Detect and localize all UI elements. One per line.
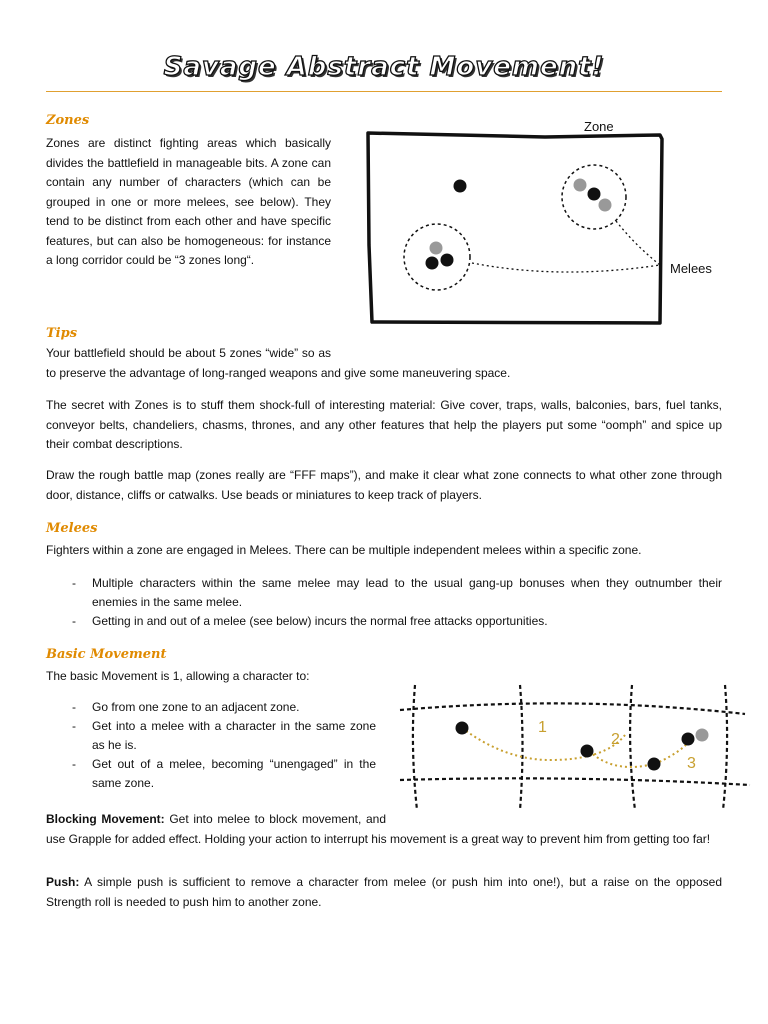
character-gray: [599, 199, 612, 212]
zones-paragraph: Zones are distinct fighting areas which basically divides the battlefield in manageable bits. A zone can contain any number of characters (which can be grouped in one or more melees, see below). They tend to be distinct from each other and have specific features, but can also be homogeneous: for instance a long corridor could be “3 zones long“.: [46, 136, 331, 267]
push-label: Push:: [46, 875, 80, 889]
grid-line: [400, 703, 745, 714]
blocking-movement-label: Blocking Movement:: [46, 812, 165, 826]
character-gray: [430, 242, 443, 255]
character-gray: [574, 179, 587, 192]
list-item: - Getting in and out of a melee (see below) incurs the normal free attacks opportunities.: [46, 612, 722, 631]
blocking-movement-text: Get into melee to block movement, and use Grapple for added effect. Holding your action to interrupt his movement is a great way to prevent him from getting too far!: [46, 812, 711, 846]
character-black: [456, 722, 469, 735]
title-rule: [46, 91, 722, 92]
character-black: [648, 758, 661, 771]
character-black: [426, 257, 439, 270]
tips-paragraph-1: [46, 344, 722, 380]
tips-paragraph-2: The secret with Zones is to stuff them shock-full of interesting material: Give cover, traps, walls, balconies, bars, fuel tanks, conveyor belts, chandeliers, chasms, thrones, and any other features that help the players put some “oomph” and spice up their combat descriptions.: [46, 398, 722, 451]
melees-heading: Melees: [46, 521, 98, 536]
grid-line: [630, 685, 635, 810]
basic-movement-list: [46, 698, 376, 793]
melees-list: [46, 574, 722, 631]
zone-boundary: [368, 133, 662, 323]
page-title: Savage Abstract Movement!: [163, 52, 605, 82]
zone-grid: [400, 685, 750, 810]
melees-label: Melees: [670, 261, 712, 276]
step-label-3: 3: [687, 755, 696, 772]
grid-line: [413, 685, 417, 810]
tips-text-1: Your battlefield should be about 5 zones “wide” so as to preserve the advantage of long-ranged weapons and give some maneuvering space.: [46, 346, 511, 380]
pointer-line: [472, 263, 660, 272]
character-black: [581, 745, 594, 758]
step-label-1: 1: [538, 719, 547, 736]
character-black: [441, 254, 454, 267]
list-item: - Go from one zone to an adjacent zone.: [46, 698, 376, 717]
grid-line: [723, 685, 727, 810]
wrap-spacer: [331, 344, 722, 363]
basic-movement-intro: The basic Movement is 1, allowing a character to:: [46, 669, 310, 683]
zone-diagram: [360, 115, 730, 330]
melees-paragraph: Fighters within a zone are engaged in Melees. There can be multiple independent melees within a specific zone.: [46, 543, 642, 557]
step-label-2: 2: [611, 731, 620, 748]
character-black: [682, 733, 695, 746]
zone-label: Zone: [584, 119, 614, 134]
character-gray: [696, 729, 709, 742]
list-item: - Multiple characters within the same melee may lead to the usual gang-up bonuses when they outnumber their enemies in the same melee.: [46, 574, 722, 612]
grid-line: [400, 778, 750, 785]
movement-diagram: [395, 680, 760, 820]
melee-circle-left: [404, 224, 470, 290]
list-item: - Get into a melee with a character in the same zone as he is.: [46, 717, 376, 755]
wrap-spacer: [386, 810, 722, 829]
lone-character: [454, 180, 467, 193]
push-text: A simple push is sufficient to remove a character from melee (or push him into one!), but a raise on the opposed Strength roll is needed to push him to another zone.: [46, 875, 722, 909]
zones-heading: Zones: [46, 113, 90, 128]
tips-paragraph-3: Draw the rough battle map (zones really are “FFF maps”), and make it clear what zone connects to what other zone through door, distance, cliffs or catwalks. Use beads or miniatures to keep track of players.: [46, 468, 722, 502]
basic-movement-heading: Basic Movement: [46, 647, 167, 662]
push-paragraph: [46, 873, 722, 912]
blocking-movement-paragraph: [46, 810, 722, 846]
pointer-line: [616, 221, 660, 265]
tips-heading: Tips: [46, 326, 78, 341]
list-item: - Get out of a melee, becoming “unengaged” in the same zone.: [46, 755, 376, 793]
character-black: [588, 188, 601, 201]
